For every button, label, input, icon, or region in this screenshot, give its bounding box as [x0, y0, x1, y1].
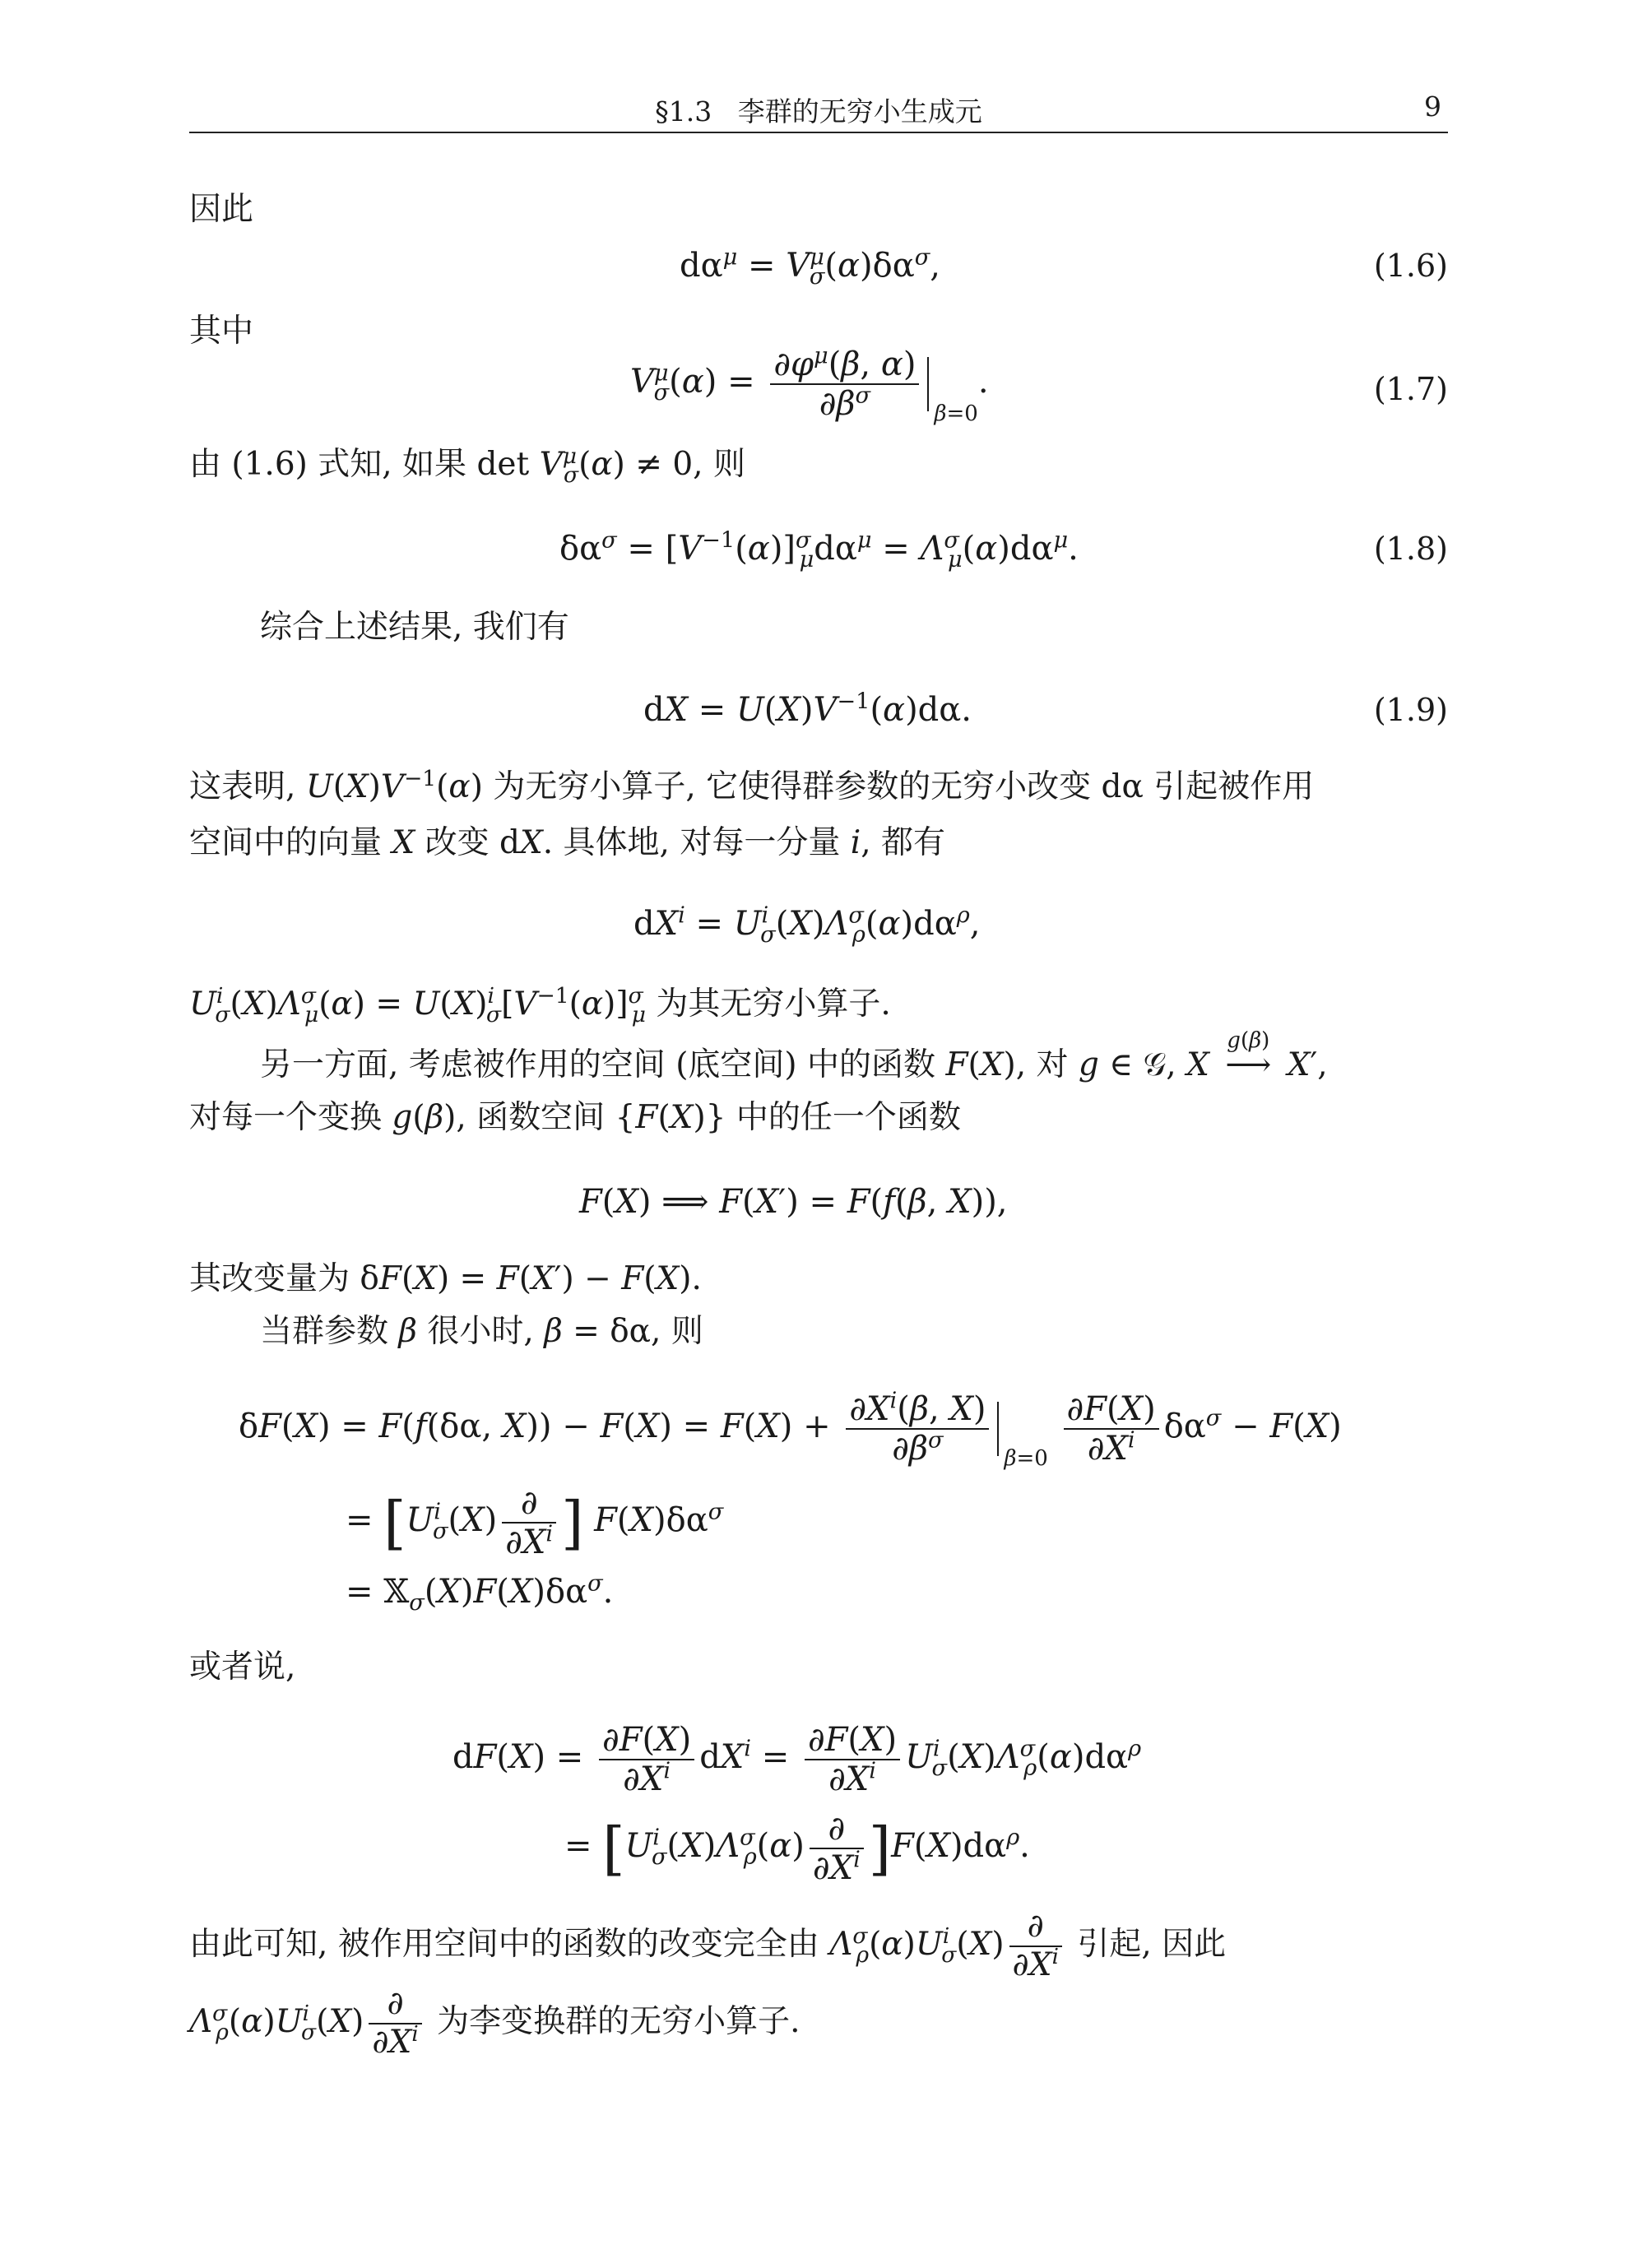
- text-line-6: 空间中的向量 X 改变 dX. 具体地, 对每一分量 i, 都有: [189, 824, 946, 861]
- text-line-8: 另一方面, 考虑被作用的空间 (底空间) 中的函数 F(X), 对 g ∈ 𝒢, X g(β) ⟶ X′,: [260, 1028, 1328, 1083]
- equation-number-1-7: (1.7): [1373, 371, 1448, 407]
- equation-1-6: $d\alpha^\mu = V^\mu_\sigma(\alpha)\delta\alpha^\sigma$,: [680, 244, 940, 290]
- text-line-10: 其改变量为 δF(X) = F(X′) − F(X).: [189, 1260, 702, 1297]
- equation-dxi: $dX^i = U^i_\sigma(X)\Lambda^\sigma_\rho(\alpha)d\alpha^\rho$,: [633, 902, 981, 948]
- equation-1-9: dX = $U(X)V^{-1}(\alpha)d\alpha$.: [643, 689, 972, 729]
- text-line-14: $\Lambda^\sigma_\rho(\alpha)U^i_\sigma(X)$ $\frac{\partial}{\partial X^i}$ 为李变换群的无穷小算子.: [189, 1985, 800, 2061]
- text-line-11: 当群参数 β 很小时, β = δα, 则: [260, 1313, 703, 1350]
- header-title: §1.3 李群的无穷小生成元: [655, 95, 982, 128]
- running-header: [189, 90, 1448, 133]
- text-line-9: 对每一个变换 g(β), 函数空间 {F(X)} 中的任一个函数: [189, 1099, 961, 1136]
- equation-number-1-6: (1.6): [1373, 248, 1448, 284]
- equation-dF-line2: = [$U^i_\sigma(X)\Lambda^\sigma_\rho(\alpha)$ $\frac{\partial}{\partial X^i}$ ]$F(X)d\alpha^\rho$.: [564, 1810, 1030, 1887]
- text-line-1: 因此: [189, 191, 254, 228]
- equation-number-1-8: (1.8): [1373, 531, 1448, 567]
- equation-deltaF-line1: δF(X) = F(f(δα, X)) − F(X) = F(X) + $\frac{\partial X^i(\beta, X)}{\partial\beta^\sigma}$ $_{\beta=0}$ $\frac{\partial F(X)}{\partial X^i}$ $\delta\alpha^\sigma - F(X)$: [239, 1388, 1342, 1471]
- equation-1-7: $V^\mu_\sigma(\alpha)$ = $\frac{\partial\varphi^\mu(\beta, \alpha)}{\partial\beta^\sigma}$ $_{\beta=0}$.: [630, 343, 989, 426]
- equation-deltaF-line3: = $𝕏_\sigma(X)F(X)\delta\alpha^\sigma$.: [346, 1570, 614, 1616]
- text-line-4: 综合上述结果, 我们有: [260, 609, 569, 646]
- text-line-2: 其中: [189, 313, 254, 350]
- equation-fx-transform: F(X) ⟹ F(X′) = F(f(β, X)),: [579, 1183, 1008, 1221]
- equation-number-1-9: (1.9): [1373, 692, 1448, 728]
- text-line-5: 这表明, $U(X)V^{-1}(\alpha)$ 为无穷小算子, 它使得群参数的无穷小改变 dα 引起被作用: [189, 766, 1315, 805]
- text-line-3: 由 (1.6) 式知, 如果 $\det V^\mu_\sigma(\alpha) \ne 0$, 则: [189, 443, 745, 488]
- equation-deltaF-line2: = [$U^i_\sigma(X)$ $\frac{\partial}{\partial X^i}$ ] $F(X)\delta\alpha^\sigma$: [346, 1484, 724, 1561]
- text-line-7: $U^i_\sigma(X)\Lambda^\sigma_\mu(\alpha) = U(X)^i_\sigma[V^{-1}(\alpha)]^\sigma_\mu$ 为其无穷小算子.: [189, 983, 891, 1027]
- text-line-13: 由此可知, 被作用空间中的函数的改变完全由 $\Lambda^\sigma_\rho(\alpha)U^i_\sigma(X)$ $\frac{\partial}{\partial X^i}$ 引起, 因此: [189, 1908, 1227, 1983]
- equation-1-8: $\delta\alpha^\sigma = [V^{-1}(\alpha)]^\sigma_\mu d\alpha^\mu = \Lambda^\sigma_\mu(\alpha)d\alpha^\mu$.: [559, 527, 1079, 573]
- page-number: 9: [1424, 90, 1441, 123]
- equation-dF-line1: dF(X) = $\frac{\partial F(X)}{\partial X^i}$ $dX^i$ = $\frac{\partial F(X)}{\partial X^i}$ $U^i_\sigma(X)\Lambda^\sigma_\rho(\alpha)d\alpha^\rho$: [452, 1721, 1142, 1798]
- text-line-12: 或者说,: [189, 1649, 296, 1686]
